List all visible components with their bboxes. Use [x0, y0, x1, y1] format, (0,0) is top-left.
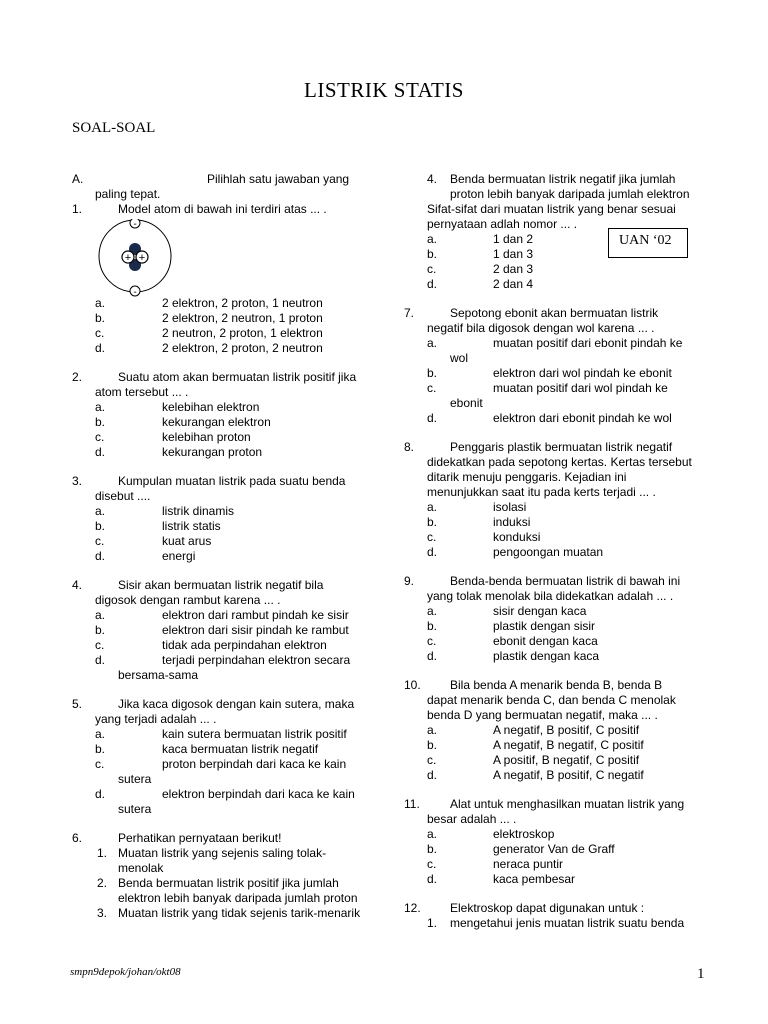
left-text-line: 1.	[72, 202, 83, 216]
right-text-line: d.	[427, 649, 438, 663]
right-text-line: d.	[427, 872, 438, 886]
electron-sign-bottom: -	[133, 287, 137, 298]
left-text-line: digosok dengan rambut karena ... .	[95, 593, 281, 607]
left-text-line: 5.	[72, 697, 83, 711]
right-text-line: mengetahui jenis muatan listrik suatu benda	[450, 916, 685, 930]
proton-sign-left: +	[124, 252, 132, 264]
right-text-line: a.	[427, 723, 438, 737]
left-text-line: Suatu atom akan bermuatan listrik positif jika	[118, 370, 357, 384]
left-text-line: kelebihan elektron	[162, 400, 260, 414]
right-text-line: Sifat-sifat dari muatan listrik yang benar sesuai	[427, 202, 676, 216]
left-text-line: 2.	[97, 876, 108, 890]
left-text-line: 2.	[72, 370, 83, 384]
right-text-line: ditarik menuju penggaris. Kejadian ini	[427, 470, 627, 484]
left-text-line: disebut ....	[95, 489, 151, 503]
left-text-line: a.	[95, 296, 106, 310]
page-title: LISTRIK STATIS	[304, 78, 464, 102]
right-text-line: neraca puntir	[493, 857, 564, 871]
right-text-line: menunjukkan saat itu pada kerts terjadi ... .	[427, 485, 656, 499]
left-text-line: b.	[95, 415, 106, 429]
left-text-line: 6.	[72, 831, 83, 845]
right-text-line: a.	[427, 500, 438, 514]
left-text-line: kain sutera bermuatan listrik positif	[162, 727, 347, 741]
left-text-line: b.	[95, 519, 106, 533]
left-text-line: Pilihlah satu jawaban yang	[207, 172, 350, 186]
right-text-line: d.	[427, 277, 438, 291]
right-text-line: 8.	[404, 440, 415, 454]
left-text-line: d.	[95, 341, 106, 355]
right-text-line: d.	[427, 545, 438, 559]
right-text-line: benda D yang bermuatan negatif, maka ... .	[427, 708, 658, 722]
right-text-line: negatif bila digosok dengan wol karena ... .	[427, 321, 655, 335]
right-text-line: ebonit dengan kaca	[493, 634, 598, 648]
left-text-line: elektron berpindah dari kaca ke kain	[162, 787, 355, 801]
right-text-line: 7.	[404, 306, 415, 320]
right-text-line: Sepotong ebonit akan bermuatan listrik	[450, 306, 659, 320]
right-text-line: c.	[427, 753, 437, 767]
left-text-line: kekurangan elektron	[162, 415, 271, 429]
left-text-line: 1.	[97, 846, 108, 860]
left-text-line: Benda bermuatan listrik positif jika jumlah	[118, 876, 339, 890]
right-text-line: a.	[427, 336, 438, 350]
right-text-line: d.	[427, 411, 438, 425]
right-text-line: b.	[427, 515, 438, 529]
right-text-line: b.	[427, 247, 438, 261]
left-text-line: 2 neutron, 2 proton, 1 elektron	[162, 326, 323, 340]
right-text-line: Benda bermuatan listrik negatif jika jumlah	[450, 172, 676, 186]
left-text-line: Jika kaca digosok dengan kain sutera, maka	[118, 697, 355, 711]
right-text-line: b.	[427, 619, 438, 633]
right-text-line: 1 dan 2	[493, 232, 534, 246]
right-text-line: d.	[427, 768, 438, 782]
left-text-line: bersama-sama	[118, 668, 199, 682]
right-text-line: b.	[427, 738, 438, 752]
right-text-line: elektron dari ebonit pindah ke wol	[493, 411, 672, 425]
left-text-line: sutera	[118, 772, 152, 786]
left-text-line: 2 elektron, 2 neutron, 1 proton	[162, 311, 323, 325]
section-subtitle: SOAL-SOAL	[72, 120, 156, 136]
left-text-line: c.	[95, 430, 105, 444]
right-text-line: 12.	[404, 901, 421, 915]
right-text-line: c.	[427, 262, 437, 276]
right-text-line: a.	[427, 827, 438, 841]
left-text-line: a.	[95, 727, 106, 741]
left-text-line: kekurangan proton	[162, 445, 263, 459]
left-text-line: A.	[72, 172, 84, 186]
left-text-line: Perhatikan pernyataan berikut!	[118, 831, 282, 845]
right-text-line: wol	[450, 351, 469, 365]
left-text-line: Sisir akan bermuatan listrik negatif bila	[118, 578, 324, 592]
page-number: 1	[697, 966, 705, 982]
right-text-line: yang tolak menolak bila didekatkan adalah ... .	[427, 589, 674, 603]
right-text-line: c.	[427, 381, 437, 395]
right-text-line: Penggaris plastik bermuatan listrik negatif	[450, 440, 673, 454]
left-text-line: d.	[95, 653, 106, 667]
left-text-line: c.	[95, 757, 105, 771]
left-text-line: elektron dari rambut pindah ke sisir	[162, 608, 349, 622]
right-text-line: 1.	[427, 916, 438, 930]
right-text-line: b.	[427, 366, 438, 380]
left-text-line: b.	[95, 742, 106, 756]
left-text-line: yang terjadi adalah ... .	[95, 712, 217, 726]
electron-orbit	[99, 220, 171, 292]
right-text-line: A positif, B negatif, C positif	[493, 753, 640, 767]
right-text-line: didekatkan pada sepotong kertas. Kertas tersebut	[427, 455, 692, 469]
right-text-line: kaca pembesar	[493, 872, 576, 886]
footer-source: smpn9depok/johan/okt08	[70, 966, 181, 978]
left-text-line: kelebihan proton	[162, 430, 251, 444]
left-text-line: Muatan listrik yang tidak sejenis tarik-menarik	[118, 906, 361, 920]
left-text-line: listrik dinamis	[162, 504, 235, 518]
right-text-line: Bila benda A menarik benda B, benda B	[450, 678, 663, 692]
atom-model-diagram	[95, 219, 175, 299]
left-text-line: a.	[95, 400, 106, 414]
right-text-line: 10.	[404, 678, 421, 692]
right-text-line: 11.	[404, 797, 420, 811]
left-text-line: paling tepat.	[95, 187, 161, 201]
left-text-line: Model atom di bawah ini terdiri atas ... .	[118, 202, 327, 216]
left-text-line: Kumpulan muatan listrik pada suatu benda	[118, 474, 346, 488]
left-text-line: c.	[95, 534, 105, 548]
right-text-line: c.	[427, 530, 437, 544]
right-text-line: induksi	[493, 515, 531, 529]
right-text-line: A negatif, B positif, C negatif	[493, 768, 644, 782]
right-text-line: dapat menarik benda C, dan benda C menolak	[427, 693, 676, 707]
right-text-line: Alat untuk menghasilkan muatan listrik yang	[450, 797, 685, 811]
right-text-line: Benda-benda bermuatan listrik di bawah ini	[450, 574, 681, 588]
right-text-line: pernyataan adlah nomor ... .	[427, 217, 578, 231]
left-text-line: tidak ada perpindahan elektron	[162, 638, 327, 652]
left-text-line: 2 elektron, 2 proton, 2 neutron	[162, 341, 323, 355]
left-text-line: a.	[95, 608, 106, 622]
right-text-line: 2 dan 4	[493, 277, 534, 291]
electron-sign-top: -	[133, 219, 137, 230]
right-text-line: muatan positif dari wol pindah ke	[493, 381, 668, 395]
left-text-line: d.	[95, 445, 106, 459]
right-text-line: Elektroskop dapat digunakan untuk :	[450, 901, 645, 915]
right-text-line: c.	[427, 857, 437, 871]
left-text-line: terjadi perpindahan elektron secara	[162, 653, 351, 667]
right-text-line: A negatif, B negatif, C positif	[493, 738, 644, 752]
left-text-line: menolak	[118, 861, 164, 875]
right-text-line: sisir dengan kaca	[493, 604, 587, 618]
right-text-line: b.	[427, 842, 438, 856]
right-text-line: 2 dan 3	[493, 262, 534, 276]
right-text-line: pengoongan muatan	[493, 545, 604, 559]
right-text-line: a.	[427, 604, 438, 618]
proton-sign-right: +	[138, 252, 146, 264]
right-text-line: A negatif, B positif, C positif	[493, 723, 640, 737]
right-text-line: isolasi	[493, 500, 527, 514]
left-text-line: c.	[95, 326, 105, 340]
left-text-line: elektron dari sisir pindah ke rambut	[162, 623, 349, 637]
left-text-line: atom tersebut ... .	[95, 385, 189, 399]
left-text-line: kuat arus	[162, 534, 212, 548]
uan-badge: UAN ‘02	[608, 228, 688, 258]
right-text-line: ebonit	[450, 396, 483, 410]
right-text-line: 9.	[404, 574, 415, 588]
right-text-line: generator Van de Graff	[493, 842, 615, 856]
left-text-line: listrik statis	[162, 519, 221, 533]
right-text-line: besar adalah ... .	[427, 812, 517, 826]
left-text-line: elektron lebih banyak daripada jumlah proton	[118, 891, 358, 905]
left-text-line: sutera	[118, 802, 152, 816]
left-text-line: b.	[95, 311, 106, 325]
left-text-line: proton berpindah dari kaca ke kain	[162, 757, 347, 771]
left-text-line: d.	[95, 787, 106, 801]
left-text-line: d.	[95, 549, 106, 563]
right-text-line: a.	[427, 232, 438, 246]
right-text-line: proton lebih banyak daripada jumlah elektron	[450, 187, 690, 201]
left-text-line: kaca bermuatan listrik negatif	[162, 742, 319, 756]
right-text-line: elektroskop	[493, 827, 555, 841]
right-text-line: c.	[427, 634, 437, 648]
right-text-line: plastik dengan kaca	[493, 649, 600, 663]
left-text-line: a.	[95, 504, 106, 518]
left-text-line: Muatan listrik yang sejenis saling tolak-	[118, 846, 327, 860]
right-text-line: plastik dengan sisir	[493, 619, 596, 633]
right-text-line: 4.	[427, 172, 438, 186]
left-text-line: 3.	[72, 474, 83, 488]
left-text-line: 4.	[72, 578, 83, 592]
left-text-line: b.	[95, 623, 106, 637]
right-text-line: konduksi	[493, 530, 541, 544]
left-text-line: c.	[95, 638, 105, 652]
left-text-line: 3.	[97, 906, 108, 920]
left-text-line: energi	[162, 549, 196, 563]
right-text-line: muatan positif dari ebonit pindah ke	[493, 336, 683, 350]
right-text-line: elektron dari wol pindah ke ebonit	[493, 366, 672, 380]
left-text-line: 2 elektron, 2 proton, 1 neutron	[162, 296, 323, 310]
right-text-line: 1 dan 3	[493, 247, 534, 261]
